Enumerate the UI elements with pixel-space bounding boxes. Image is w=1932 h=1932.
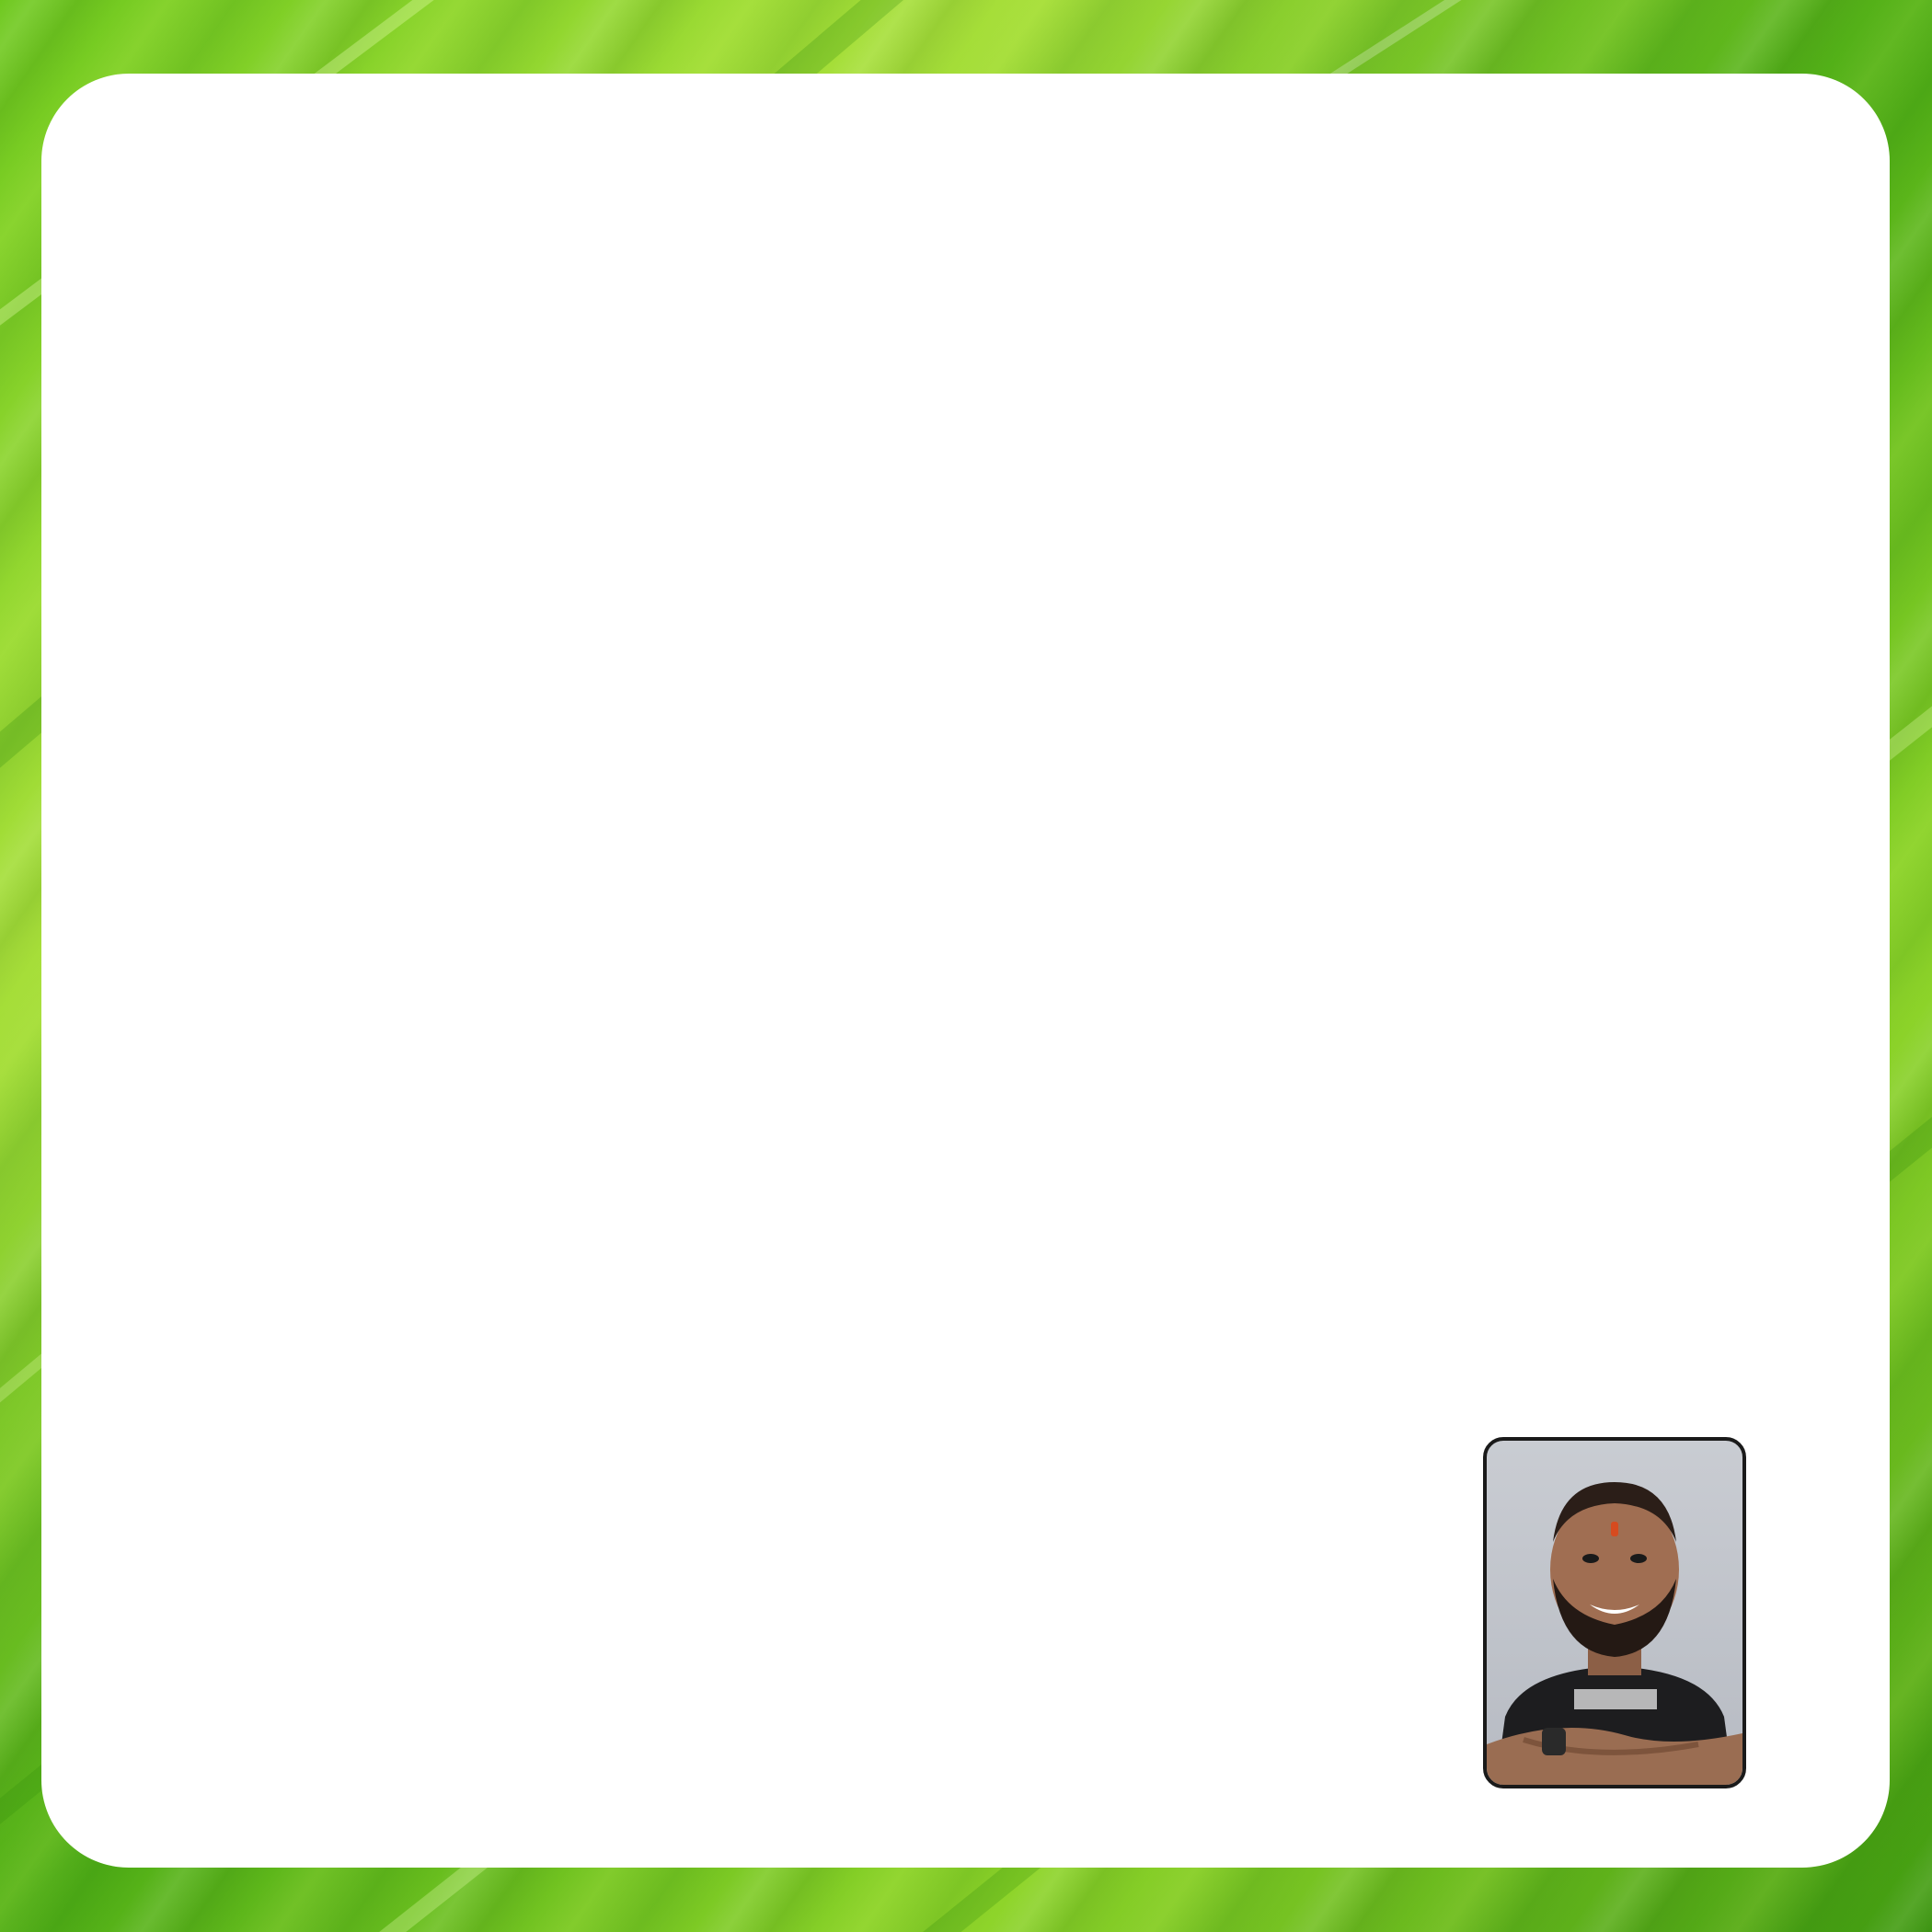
person-portrait-icon xyxy=(1487,1441,1742,1785)
author-photo xyxy=(1483,1437,1746,1788)
